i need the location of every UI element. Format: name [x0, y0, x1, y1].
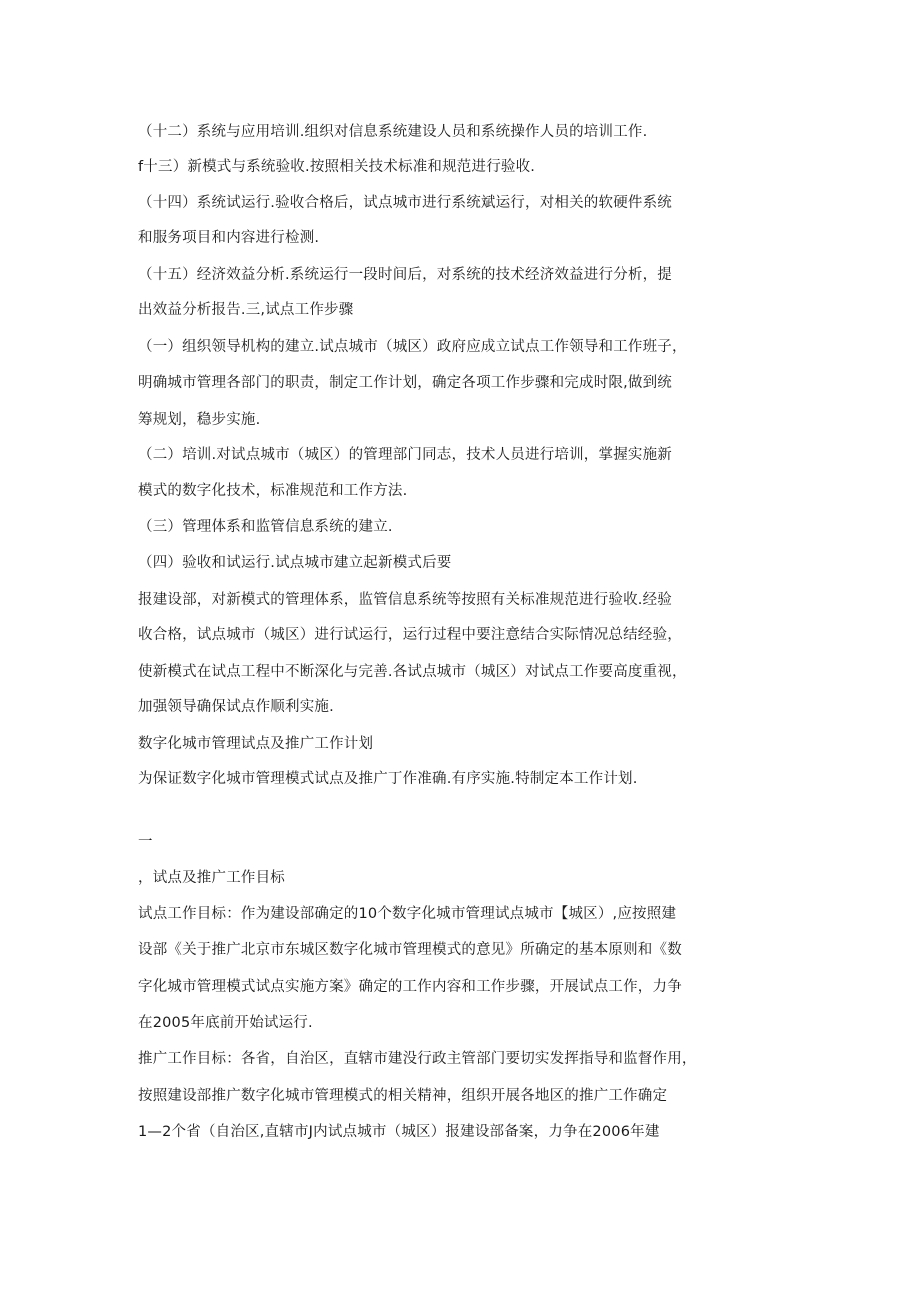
heading: 数字化城市管理试点及推广工作计划: [138, 736, 374, 752]
text-line: 使新模式在试点工程中不断深化与完善.各试点城市（城区）对试点工作要高度重视，: [138, 664, 687, 680]
text-line: 设部《关于推广北京市东城区数字化城市管理模式的意见》所确定的基本原则和《数: [138, 942, 682, 958]
text-line: 明确城市管理各部门的职责，制定工作计划，确定各项工作步骤和完成时限,做到统: [138, 375, 673, 391]
text-line: （四）验收和试运行.试点城市建立起新模式后要: [138, 555, 452, 571]
text-line: 加强领导确保试点作顺利实施.: [138, 699, 334, 715]
text-line: （十五）经济效益分析.系统运行一段时间后，对系统的技术经济效益进行分析，提: [138, 267, 673, 283]
text-line: 1—2个省（自治区,直辖市J内试点城市（城区）报建设部备案，力争在2006年建: [138, 1124, 660, 1140]
text-line: 试点工作目标：作为建设部确定的10个数字化城市管理试点城市【城区）,应按照建: [138, 906, 677, 922]
text-line: 字化城市管理模式试点实施方案》确定的工作内容和工作步骤，开展试点工作，力争: [138, 979, 682, 995]
section-heading: ，试点及推广工作目标: [138, 870, 285, 886]
section-number: 一: [138, 834, 153, 850]
text-line: （二）培训.对试点城市（城区）的管理部门同志，技术人员进行培训，掌握实施新: [138, 447, 673, 463]
text-line: 收合格，试点城市（城区）进行试运行，运行过程中要注意结合实际情况总结经验，: [138, 627, 682, 643]
text-line: f十三）新模式与系统验收.按照相关技术标准和规范进行验收.: [138, 159, 536, 175]
text-line: 模式的数字化技术，标准规范和工作方法.: [138, 483, 408, 499]
text-line: 筹规划，稳步实施.: [138, 412, 261, 428]
text-line: 在2005年底前开始试运行.: [138, 1015, 313, 1031]
text-line: 出效益分析报告.三,试点工作步骤: [138, 302, 354, 318]
text-line: 和服务项目和内容进行检测.: [138, 230, 320, 246]
text-line: （一）组织领导机构的建立.试点城市（城区）政府应成立试点工作领导和工作班子，: [138, 339, 687, 355]
text-line: （十四）系统试运行.验收合格后，试点城市进行系统斌运行，对相关的软硬件系统: [138, 195, 673, 211]
text-line: 报建设部，对新模式的管理体系，监管信息系统等按照有关标准规范进行验收.经验: [138, 592, 673, 608]
text-line: （三）管理体系和监管信息系统的建立.: [138, 519, 393, 535]
text-line: 为保证数字化城市管理模式试点及推广丁作准确.有序实施.特制定本工作计划.: [138, 771, 638, 787]
text-line: （十二）系统与应用培训.组织对信息系统建设人员和系统操作人员的培训工作.: [138, 124, 648, 140]
text-line: 按照建设部推广数字化城市管理模式的相关精神，组织开展各地区的推广工作确定: [138, 1088, 668, 1104]
text-line: 推广工作目标：各省，自治区，直辖市建没行政主管部门要切实发挥指导和监督作用，: [138, 1051, 697, 1067]
